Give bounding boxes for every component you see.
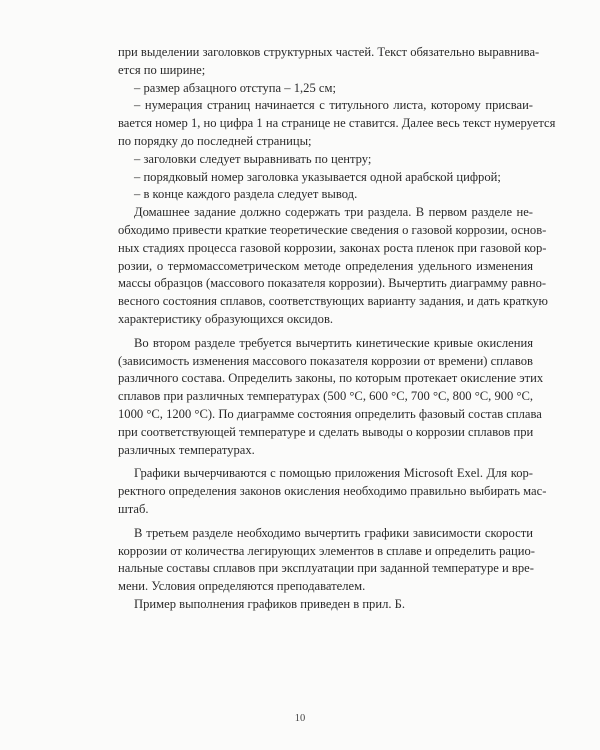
- text-line: – размер абзацного отступа – 1,25 см;: [134, 80, 336, 95]
- list-item: [118, 151, 533, 169]
- paragraph: [118, 465, 547, 518]
- text-line: весного состояния сплавов, соответствующих варианту задания, и дать краткую: [118, 294, 548, 309]
- list-item: [118, 186, 533, 204]
- text-line: при выделении заголовков структурных частей. Текст обязательно выравнива-: [118, 45, 540, 59]
- text-line: массы образцов (массового показателя коррозии). Вычертить диаграмму равно-: [118, 276, 547, 291]
- text-line: обходимо привести краткие теоретические сведения о газовой коррозии, основ-: [118, 222, 547, 237]
- text-line: – заголовки следует выравнивать по центру;: [134, 151, 372, 166]
- text-line: ется по ширине;: [118, 62, 206, 77]
- requirements-list: [118, 80, 556, 205]
- text-line: вается номер 1, но цифра 1 на странице не ставится. Далее весь текст нумеруется: [118, 116, 556, 131]
- page-number: 10: [294, 713, 306, 724]
- paragraph: [118, 204, 548, 329]
- paragraph: [118, 335, 544, 460]
- text-line: при соответствующей температуре и сделать выводы о коррозии сплавов при: [118, 424, 534, 439]
- text-line: нальные составы сплавов при эксплуатации при заданной температуре и вре-: [118, 561, 534, 576]
- text-line: – порядковый номер заголовка указывается одной арабской цифрой;: [134, 169, 501, 184]
- list-item: [118, 169, 533, 187]
- text-line: по порядку до последней страницы;: [118, 133, 312, 148]
- paragraph: [118, 525, 533, 596]
- paragraph: [118, 596, 533, 614]
- text-line: мени. Условия определяются преподавателем.: [118, 579, 366, 594]
- text-line: розии, о термомассометрическом методе определения удельного изменения: [118, 258, 533, 273]
- text-line: – нумерация страниц начинается с титульного листа, которому присваи-: [134, 98, 533, 113]
- text-line: характеристику образующихся оксидов.: [118, 311, 334, 326]
- body-text: [118, 44, 556, 614]
- text-line: ректного определения законов окисления необходимо правильно выбирать мас-: [118, 484, 547, 499]
- text-line: различных температурах.: [118, 442, 255, 457]
- text-line: различного состава. Определить законы, по которым протекает окисление этих: [118, 371, 544, 386]
- text-line: 1000 °C, 1200 °C). По диаграмме состояния определить фазовый состав сплава: [118, 406, 542, 421]
- text-line: Домашнее задание должно содержать три раздела. В первом разделе не-: [134, 205, 533, 220]
- text-line: В третьем разделе необходимо вычертить графики зависимости скорости: [134, 525, 533, 540]
- text-line: (зависимость изменения массового показателя коррозии от времени) сплавов: [118, 353, 533, 368]
- list-item: [118, 97, 556, 150]
- text-line: коррозии от количества легирующих элементов в сплаве и определить рацио-: [118, 543, 535, 558]
- text-line: ных стадиях процесса газовой коррозии, законах роста пленок при газовой кор-: [118, 240, 547, 255]
- text-line: штаб.: [118, 501, 149, 516]
- text-line: сплавов при различных температурах (500 °C, 600 °C, 700 °C, 800 °C, 900 °C,: [118, 389, 534, 404]
- text-line: Графики вычерчиваются с помощью приложения Microsoft Exel. Для кор-: [134, 466, 533, 481]
- list-item: [118, 80, 533, 98]
- text-line: Пример выполнения графиков приведен в прил. Б.: [134, 596, 406, 611]
- text-line: Во втором разделе требуется вычертить кинетические кривые окисления: [134, 335, 533, 350]
- intro-paragraph: [118, 44, 540, 80]
- text-line: – в конце каждого раздела следует вывод.: [134, 187, 358, 202]
